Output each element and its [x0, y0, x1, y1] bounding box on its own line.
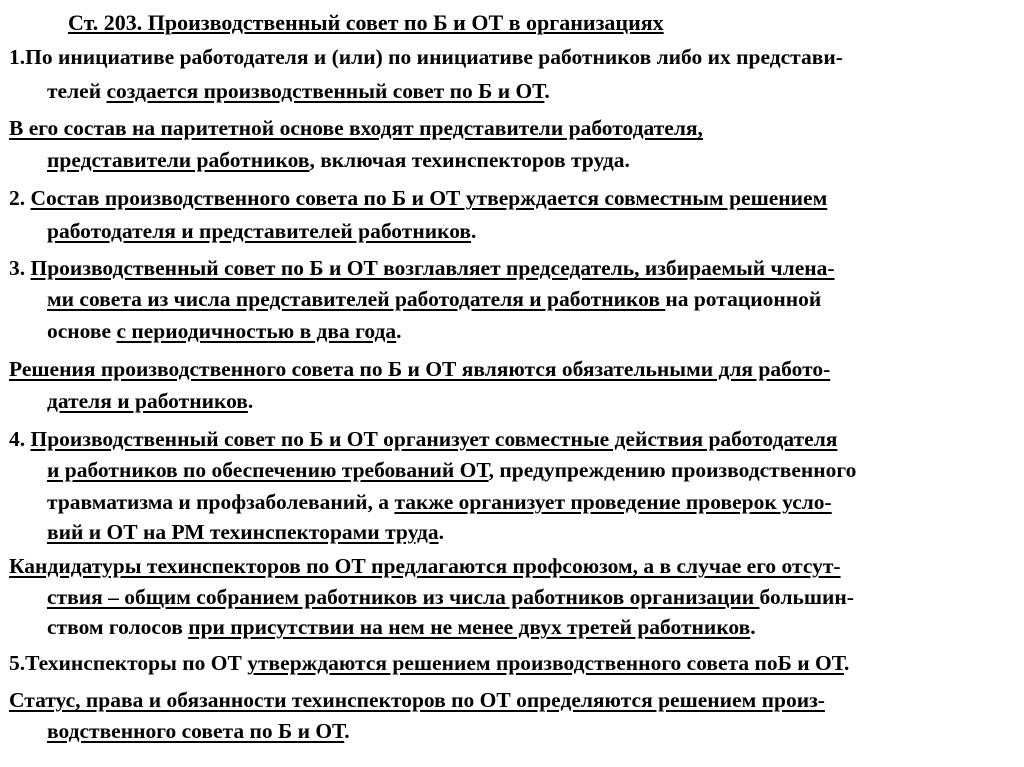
text-segment: , включая техинспекторов труда. [309, 148, 630, 172]
text-segment: 5.Техинспекторы по ОТ [9, 651, 248, 675]
text-segment: большин- [759, 585, 854, 609]
text-segment: травматизма и профзаболеваний, а [47, 490, 395, 514]
underlined-text: Состав производственного совета по Б и ОТ утверждается совместным решением [30, 186, 828, 210]
text-line [9, 685, 825, 715]
text-segment: основе [47, 319, 117, 343]
text-segment: на ротационной [665, 287, 822, 311]
text-line [47, 612, 756, 642]
underlined-text: при присутствии на нем не менее двух третей работников [188, 615, 751, 639]
underlined-text: с периодичностью в два года [116, 319, 397, 343]
underlined-text: Производственный совет по Б и ОТ организует совместные действия работодателя [30, 427, 838, 451]
text-line [47, 716, 350, 746]
text-line [47, 455, 856, 485]
underlined-text: В его состав на паритетной основе входят представители работодателя, [9, 116, 703, 140]
text-segment: либо их представи- [656, 45, 843, 69]
underlined-text: ми совета из числа представителей работодателя и работников [47, 287, 666, 311]
text-segment: . [544, 79, 550, 103]
text-line [9, 424, 837, 454]
text-segment: . [843, 651, 850, 675]
text-line [9, 42, 843, 72]
underlined-text: и работников по обеспечению требований ОТ [47, 458, 489, 482]
text-segment: 1.По инициативе работодателя и (или) по инициативе работников [9, 45, 657, 69]
text-line [47, 517, 444, 547]
text-segment: . [471, 219, 477, 243]
text-segment: 2. [9, 186, 31, 210]
text-segment: 3. [9, 256, 31, 280]
underlined-text: Решения производственного совета по Б и ОТ являются обязательными для работо- [9, 357, 831, 381]
text-segment: телей [47, 79, 107, 103]
text-segment: ством голосов [47, 615, 189, 639]
text-line [47, 582, 854, 612]
text-segment: . [750, 615, 756, 639]
underlined-text: работодателя и представителей работников [47, 219, 472, 243]
text-segment: , предупреждению производственного [488, 458, 857, 482]
text-line [47, 216, 476, 246]
text-line [9, 648, 849, 678]
underlined-text: водственного совета по Б и ОТ [47, 719, 345, 743]
underlined-text: дателя и работников [47, 389, 248, 413]
underlined-text: вий и ОТ на РМ техинспекторами труда [47, 520, 439, 544]
text-segment: . [247, 389, 254, 413]
text-line [47, 76, 550, 106]
text-line [9, 551, 841, 581]
underlined-text: также организует проведение проверок усло- [394, 490, 832, 514]
underlined-text: представители работников [47, 148, 310, 172]
text-segment: 4. [9, 427, 31, 451]
text-line [47, 316, 402, 346]
text-line [47, 487, 832, 517]
text-line [9, 253, 835, 283]
underlined-text: ствия – общим собранием работников из числа работников организации [47, 585, 760, 609]
text-line [9, 354, 830, 384]
text-line [47, 284, 821, 314]
text-segment: . [396, 319, 402, 343]
text-segment: . [438, 520, 444, 544]
underlined-text: создается производственный совет по Б и ОТ [106, 79, 545, 103]
text-line [47, 145, 630, 175]
text-line [9, 113, 703, 143]
text-segment: . [344, 719, 350, 743]
text-line [9, 183, 827, 213]
underlined-text: Производственный совет по Б и ОТ возглавляет председатель, избираемый члена- [30, 256, 835, 280]
text-line [47, 386, 253, 416]
underlined-text: Статус, права и обязанности техинспекторов по ОТ определяются решением произ- [9, 688, 825, 712]
slide-title: Ст. 203. Производственный совет по Б и ОТ в организациях [68, 10, 664, 35]
underlined-text: Кандидатуры техинспекторов по ОТ предлагаются профсоюзом, а в случае его отсут- [9, 554, 841, 578]
underlined-text: утверждаются решением производственного совета поБ и ОТ [247, 651, 844, 675]
